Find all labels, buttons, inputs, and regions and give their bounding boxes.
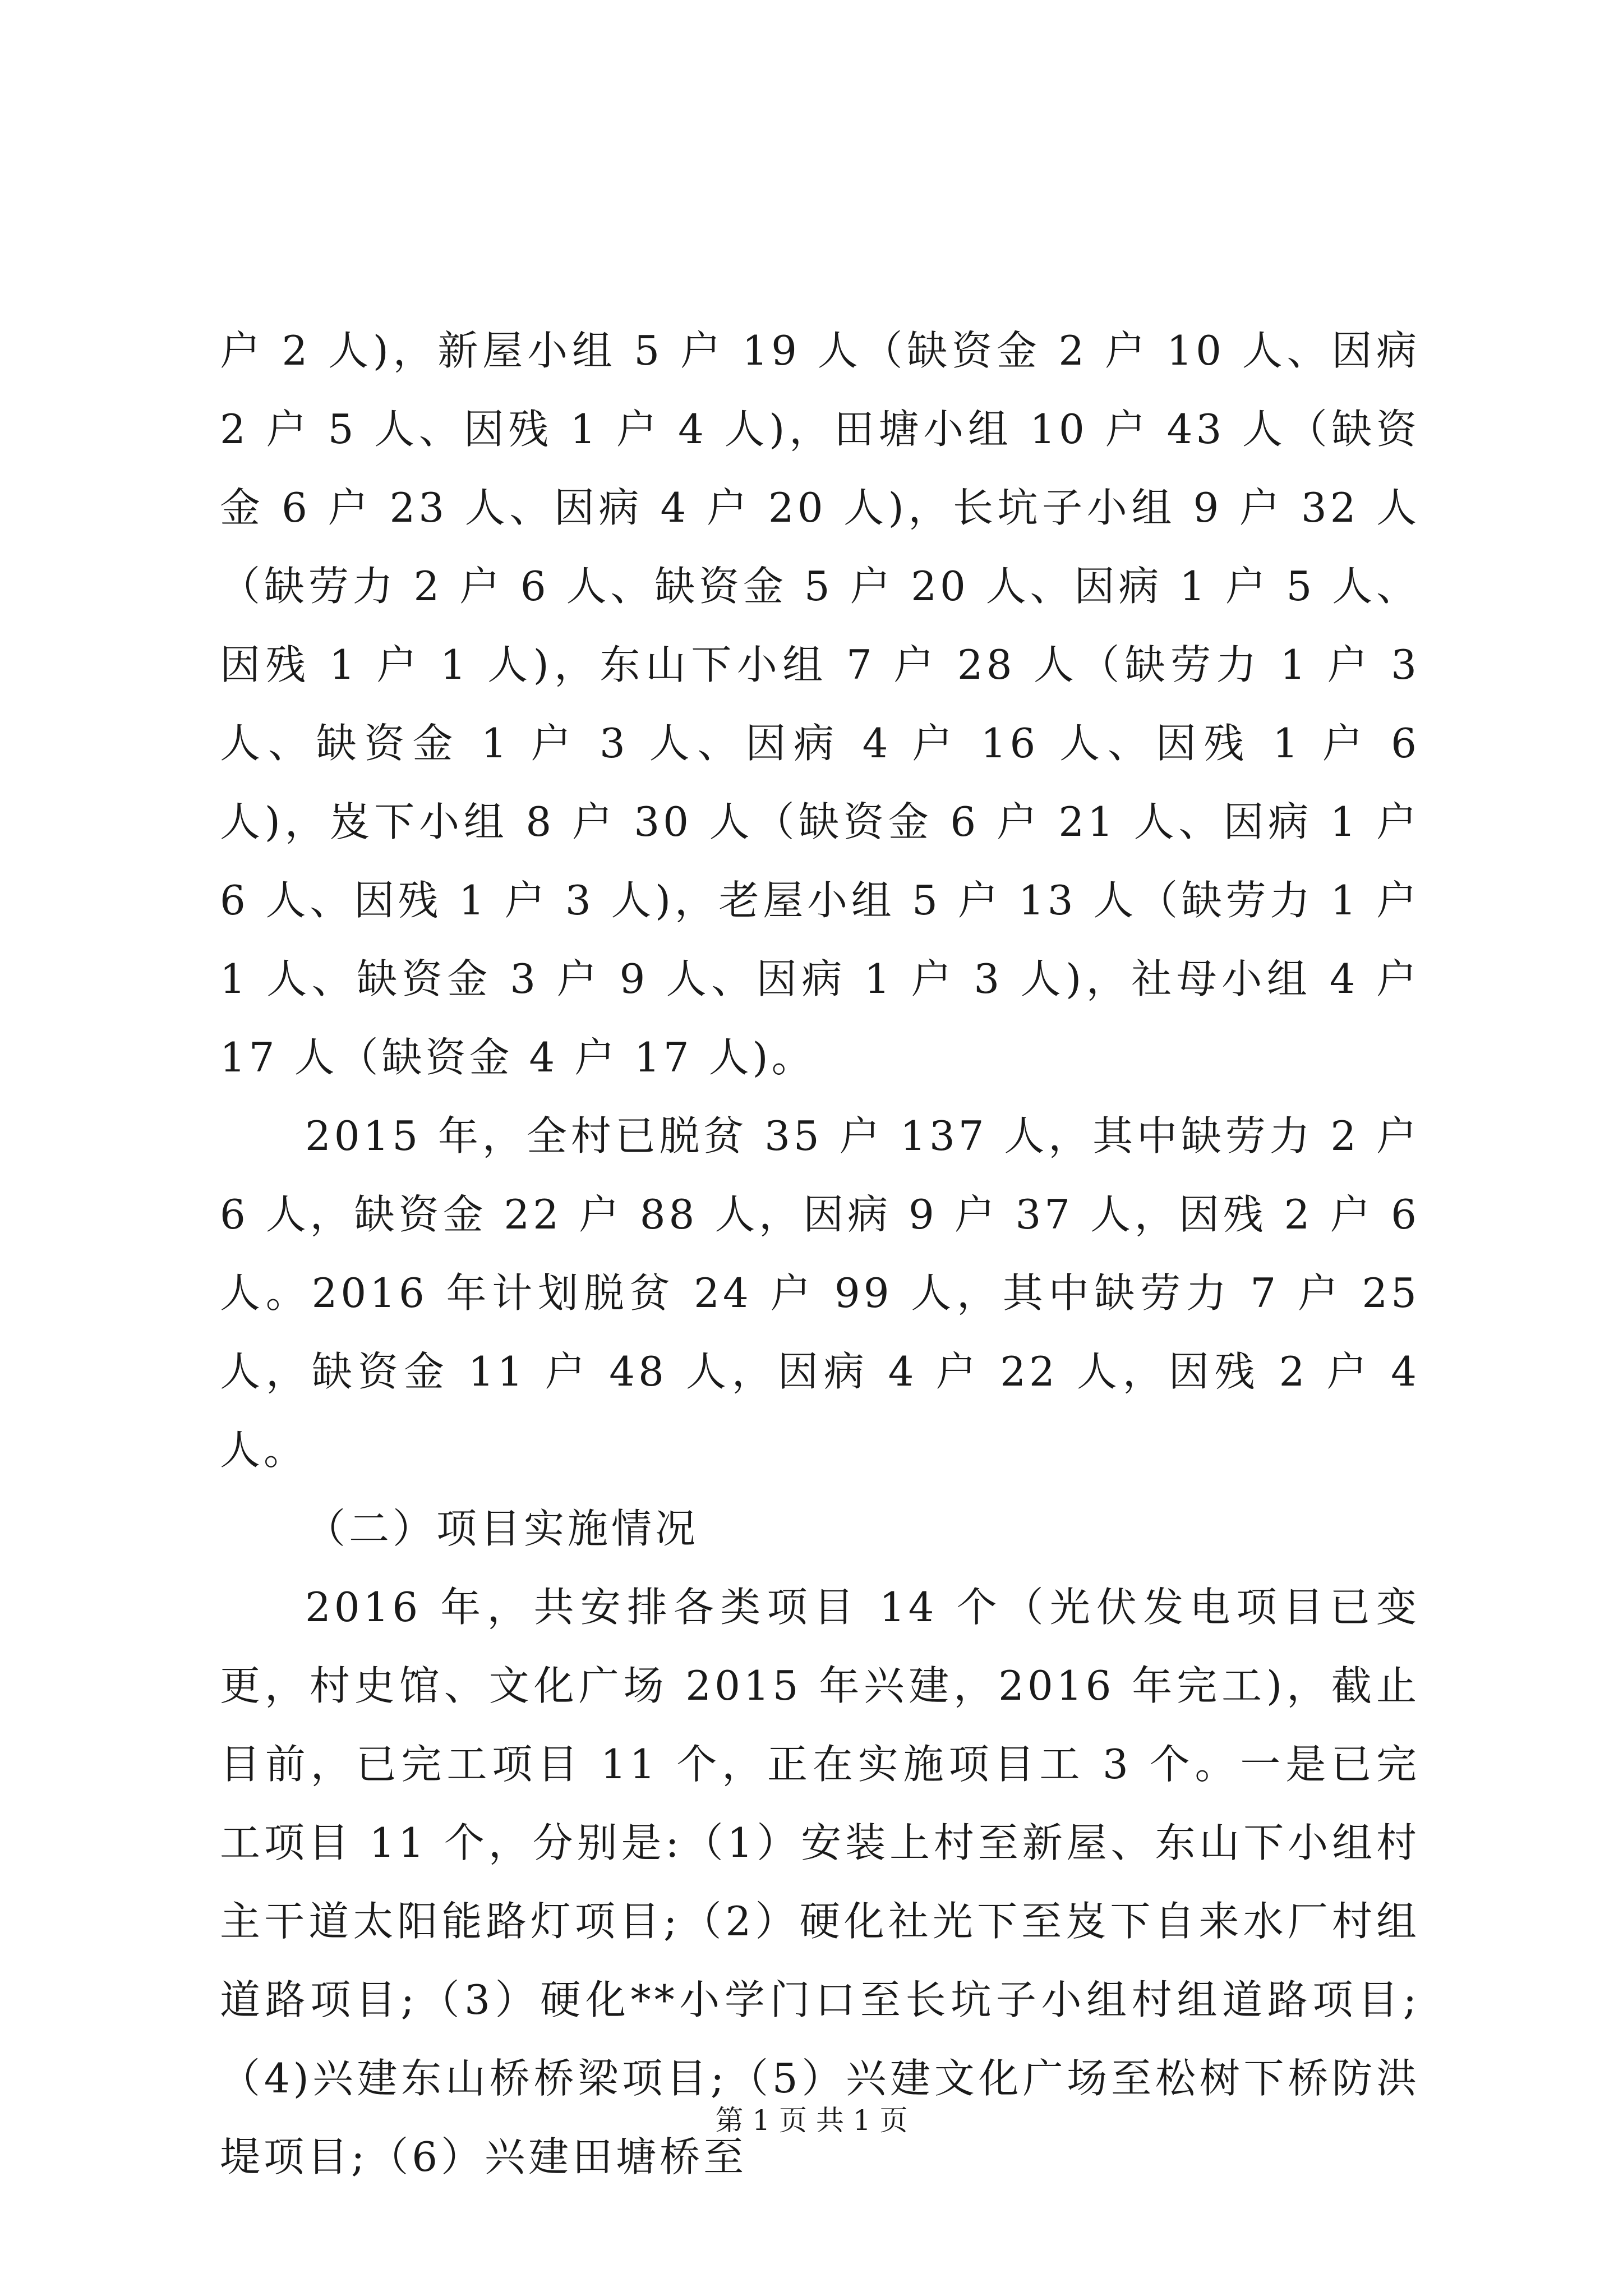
paragraph-projects: 2016 年，共安排各类项目 14 个（光伏发电项目已变更，村史馆、文化广场 2015 年兴建，2016 年完工)，截止目前，已完工项目 11 个，正在实施项目工 3 个。一是已完工项目 11 个，分别是:（1）安装上村至新屋、东山下小组村主干道太阳能路灯项目;（2）硬化社光下至岌下自来水厂村组道路项目;（3）硬化**小学门口至长坑子小组村组道路项目;（4)兴建东山桥桥梁项目;（5）兴建文化广场至松树下桥防洪堤项目;（6）兴建田塘桥至 [220,1584,1420,2180]
page-footer: 第 1 页 共 1 页 [715,2104,908,2137]
paragraph-continuation: 户 2 人)，新屋小组 5 户 19 人（缺资金 2 户 10 人、因病 2 户 5 人、因残 1 户 4 人)，田塘小组 10 户 43 人（缺资金 6 户 23 人、因病 4 户 20 人)，长坑子小组 9 户 32 人（缺劳力 2 户 6 人、缺资金 5 户 20 人、因病 1 户 5 人、因残 1 户 1 人)，东山下小组 7 户 28 人（缺劳力 1 户 3 人、缺资金 1 户 3 人、因病 4 户 16 人、因残 1 户 6 人)，岌下小组 8 户 30 人（缺资金 6 户 21 人、因病 1 户 6 人、因残 1 户 3 人)，老屋小组 5 户 13 人（缺劳力 1 户 1 人、缺资金 3 户 9 人、因病 1 户 3 人)，社母小组 4 户 17 人（缺资金 4 户 17 人)。 [220,327,1420,1081]
document-body [220,311,1420,2196]
paragraph-poverty-stats: 2015 年，全村已脱贫 35 户 137 人，其中缺劳力 2 户 6 人，缺资金 22 户 88 人，因病 9 户 37 人，因残 2 户 6 人。2016 年计划脱贫 24 户 99 人，其中缺劳力 7 户 25 人，缺资金 11 户 48 人，因病 4 户 22 人，因残 2 户 4 人。 [220,1112,1420,1474]
section-heading: （二）项目实施情况 [305,1505,699,1552]
